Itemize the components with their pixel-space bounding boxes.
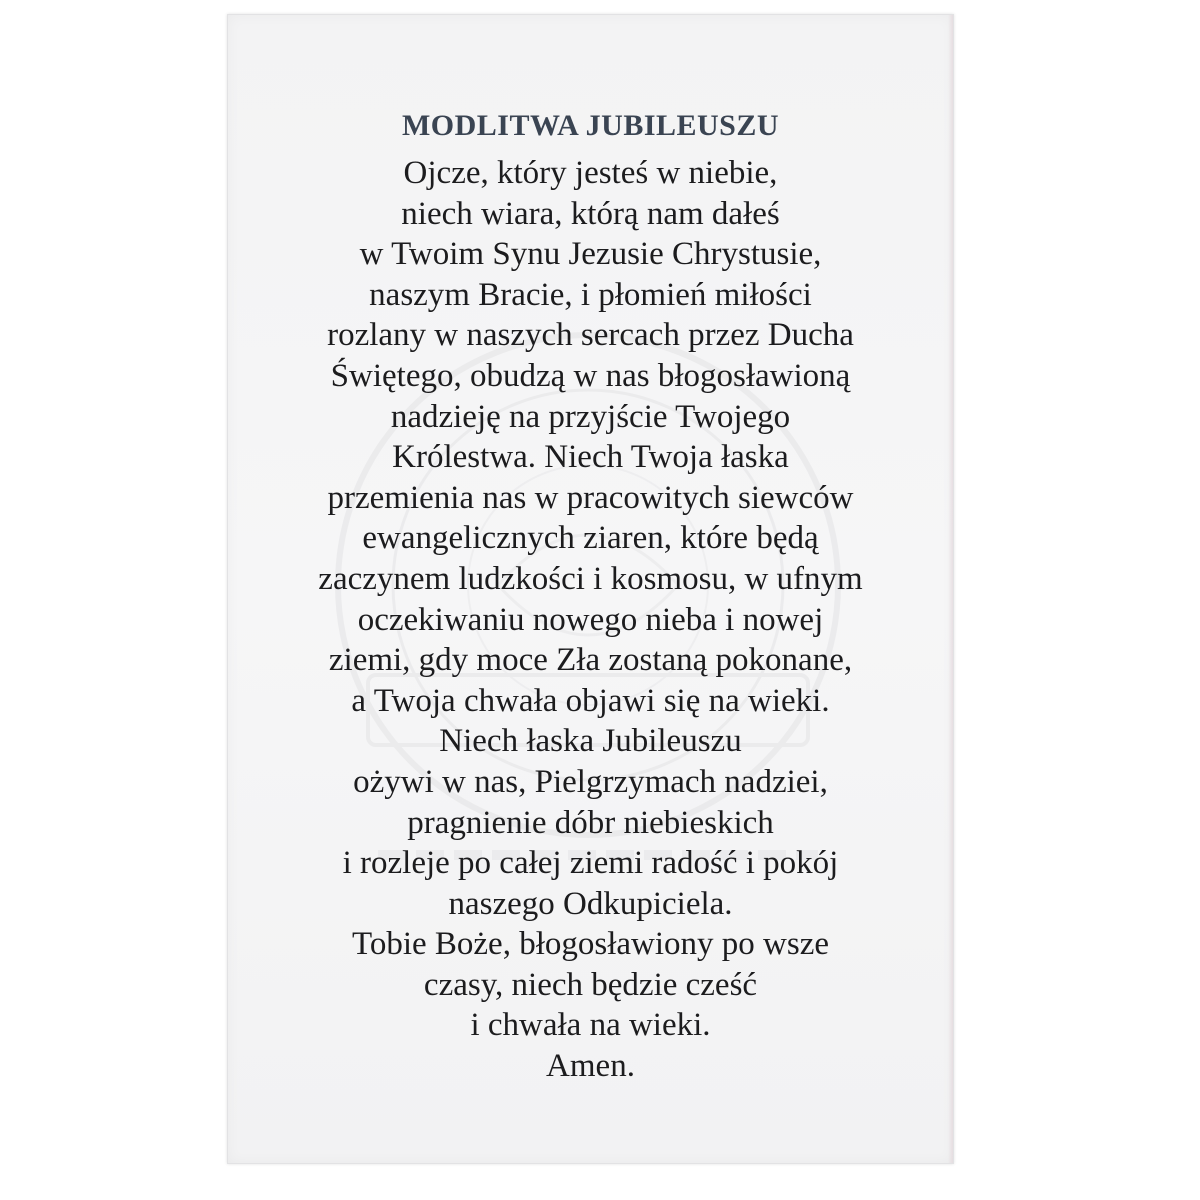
prayer-line: Amen. [546,1048,635,1085]
prayer-line: ewangelicznych ziaren, które będą [362,520,819,557]
prayer-card [227,14,954,1164]
prayer-line: zaczynem ludzkości i kosmosu, w ufnym [318,560,863,597]
prayer-line: Świętego, obudzą w nas błogosławioną [330,357,851,394]
prayer-line: pragnienie dóbr niebieskich [407,804,774,841]
prayer-line: niech wiara, którą nam dałeś [401,195,780,232]
prayer-line: ziemi, gdy moce Zła zostaną pokonane, [328,642,853,679]
prayer-text [228,153,953,1087]
prayer-line: Królestwa. Niech Twoja łaska [392,439,789,476]
prayer-line: nadzieję na przyjście Twojego [390,398,791,435]
prayer-line: rozlany w naszych sercach przez Ducha [327,317,854,354]
prayer-line: Niech łaska Jubileuszu [439,723,742,760]
prayer-line: naszym Bracie, i płomień miłości [369,276,812,313]
prayer-line: oczekiwaniu nowego nieba i nowej [357,601,824,638]
prayer-title: MODLITWA JUBILEUSZU [401,109,780,142]
prayer-line: w Twoim Synu Jezusie Chrystusie, [359,236,822,273]
prayer-line: i chwała na wieki. [470,1007,711,1044]
prayer-line: ożywi w nas, Pielgrzymach nadziei, [353,763,828,800]
prayer-line: naszego Odkupiciela. [448,885,733,922]
prayer-line: przemienia nas w pracowitych siewców [327,479,854,516]
prayer-line: Ojcze, który jesteś w niebie, [403,155,778,191]
prayer-content [228,105,953,1087]
prayer-line: i rozleje po całej ziemi radość i pokój [342,845,839,882]
prayer-line: Tobie Boże, błogosławiony po wsze [351,926,830,963]
prayer-line: a Twoja chwała objawi się na wieki. [351,682,830,719]
prayer-line: czasy, niech będzie cześć [423,966,758,1003]
